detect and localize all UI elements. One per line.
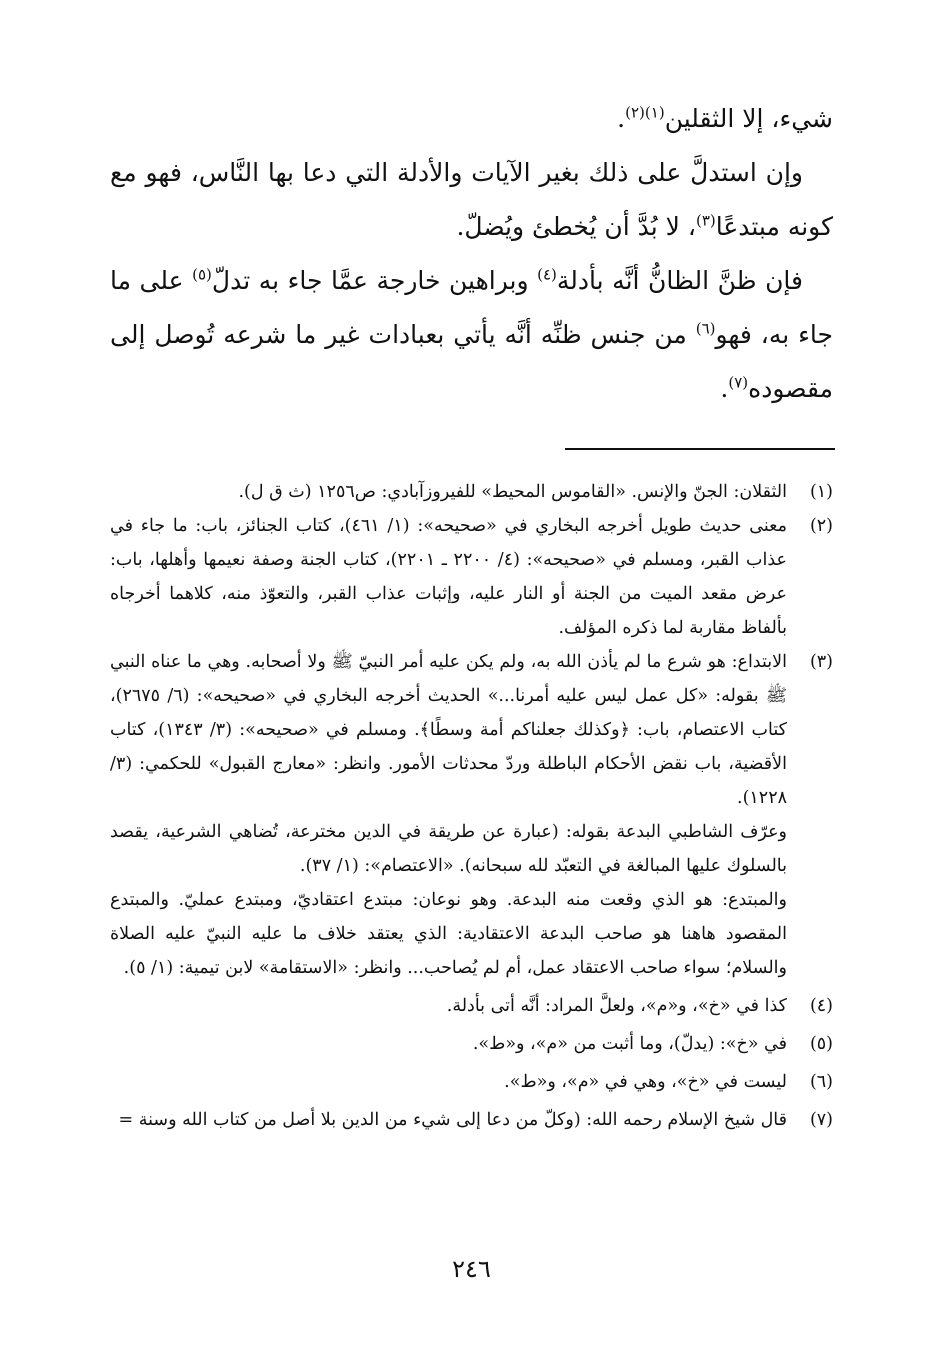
- footnote-body: [110, 1065, 787, 1099]
- main-p3-text-c: على ما جاء به، فهو: [110, 266, 833, 349]
- main-paragraph-1: [110, 92, 833, 146]
- footnote-number: (٧): [809, 1110, 833, 1130]
- footnote-body: [110, 475, 787, 509]
- footnote-ref: (٥): [192, 265, 212, 284]
- footnote-text: والمبتدع: هو الذي وقعت منه البدعة. وهو نوعان: مبتدع اعتقاديّ، ومبتدع عمليّ. والمبتدع المقصود هاهنا هو صاحب البدعة الاعتقادية: الذي يعتقد خلاف ما عليه النبيّ عليه الصلاة والسلام؛ سواء صاحب الاعتقاد عمل، أم لم يُصاحب... وانظر: «الاستقامة» لابن تيمية: (١/ ٥).: [110, 890, 787, 978]
- footnote-separator: [565, 448, 835, 450]
- main-p3-end: .: [720, 374, 729, 403]
- footnote-number: (١): [809, 482, 833, 502]
- footnote-ref: (١)(٢): [625, 103, 665, 122]
- main-p3-text-a: فإن ظنَّ الظانُّ أنَّه بأدلة: [556, 266, 803, 295]
- footnote-body: [110, 1103, 787, 1137]
- footnote-3: [110, 645, 833, 985]
- footnote-number: (٤): [809, 996, 833, 1016]
- footnote-body: [110, 645, 787, 985]
- footnote-text: قال شيخ الإسلام رحمه الله: (وكلّ من دعا إلى شيء من الدين بلا أصل من كتاب الله وسنة =: [118, 1110, 787, 1130]
- main-text: [110, 92, 833, 416]
- main-p2-text-b: ، لا بُدَّ أن يُخطئ ويُضلّ.: [456, 212, 696, 241]
- footnote-5: [110, 1027, 833, 1061]
- footnotes: [110, 475, 833, 1137]
- footnote-ref: (٣): [695, 211, 716, 230]
- footnote-body: [110, 989, 787, 1023]
- footnote-7: [110, 1103, 833, 1137]
- footnote-text: معنى حديث طويل أخرجه البخاري في «صحيحه»: (١/ ٤٦١)، كتاب الجنائز، باب: ما جاء في عذاب القبر، ومسلم في «صحيحه»: (٤/ ٢٢٠٠ ـ ٢٢٠١)، كتاب الجنة وصفة نعيمها وأهلها، باب: عرض مقعد الميت من الجنة أو النار عليه، وإثبات عذاب القبر، والتعوّذ منه، كلاهما أخرجاه بألفاظ مقاربة لما ذكره المؤلف.: [110, 516, 787, 638]
- footnote-ref: (٦): [695, 319, 716, 338]
- footnote-number: (٢): [809, 516, 833, 536]
- footnote-body: [110, 1027, 787, 1061]
- main-p1-text: شيء، إلا الثقلين: [664, 104, 833, 133]
- footnote-number: (٥): [809, 1034, 833, 1054]
- footnote-6: [110, 1065, 833, 1099]
- footnote-text: كذا في «خ»، و«م»، ولعلَّ المراد: أنَّه أتى بأدلة.: [446, 996, 787, 1016]
- footnote-text: ليست في «خ»، وهي في «م»، و«ط».: [504, 1072, 787, 1092]
- footnote-ref: (٤): [537, 265, 557, 284]
- main-p3-text-d: من جنس ظنِّه أنَّه يأتي بعبادات غير ما شرعه تُوصل إلى مقصوده: [110, 320, 833, 403]
- footnote-text: في «خ»: (يدلّ)، وما أثبت من «م»، و«ط».: [472, 1034, 787, 1054]
- footnote-number: (٦): [809, 1072, 833, 1092]
- footnote-text: الابتداع: هو شرع ما لم يأذن الله به، ولم يكن عليه أمر النبيّ ﷺ ولا أصحابه. وهي ما عناه النبي ﷺ بقوله: «كل عمل ليس عليه أمرنا...» الحديث أخرجه البخاري في «صحيحه»: (٦/ ٢٦٧٥)، كتاب الاعتصام، باب: ﴿وكذلك جعلناكم أمة وسطًا﴾. ومسلم في «صحيحه»: (٣/ ١٣٤٣)، كتاب الأقضية، باب نقض الأحكام الباطلة وردّ محدثات الأمور. وانظر: «معارج القبول» للحكمي: (٣/ ١٢٢٨).: [110, 652, 787, 808]
- footnote-2: [110, 509, 833, 645]
- footnote-1: [110, 475, 833, 509]
- footnote-text: الثقلان: الجنّ والإنس. «القاموس المحيط» للفيروزآبادي: ص١٢٥٦ (ث ق ل).: [238, 482, 787, 502]
- main-paragraph-3: [110, 254, 833, 416]
- footnote-number: (٣): [809, 652, 833, 672]
- footnote-4: [110, 989, 833, 1023]
- footnote-ref: (٧): [728, 373, 749, 392]
- footnote-body: [110, 509, 787, 645]
- footnote-text: وعرّف الشاطبي البدعة بقوله: (عبارة عن طريقة في الدين مخترعة، تُضاهي الشرعية، يقصد بالسلوك عليها المبالغة في التعبّد لله سبحانه). «الاعتصام»: (١/ ٣٧).: [110, 822, 787, 876]
- main-paragraph-2: [110, 146, 833, 254]
- main-p3-text-b: وبراهين خارجة عمَّا جاء به تدلّ: [211, 266, 538, 295]
- main-p2-text-a: وإن استدلَّ على ذلك بغير الآيات والأدلة التي دعا بها النَّاس، فهو مع كونه مبتدعًا: [110, 158, 833, 241]
- page-number: ٢٤٦: [452, 1255, 491, 1283]
- main-p1-end: .: [617, 104, 626, 133]
